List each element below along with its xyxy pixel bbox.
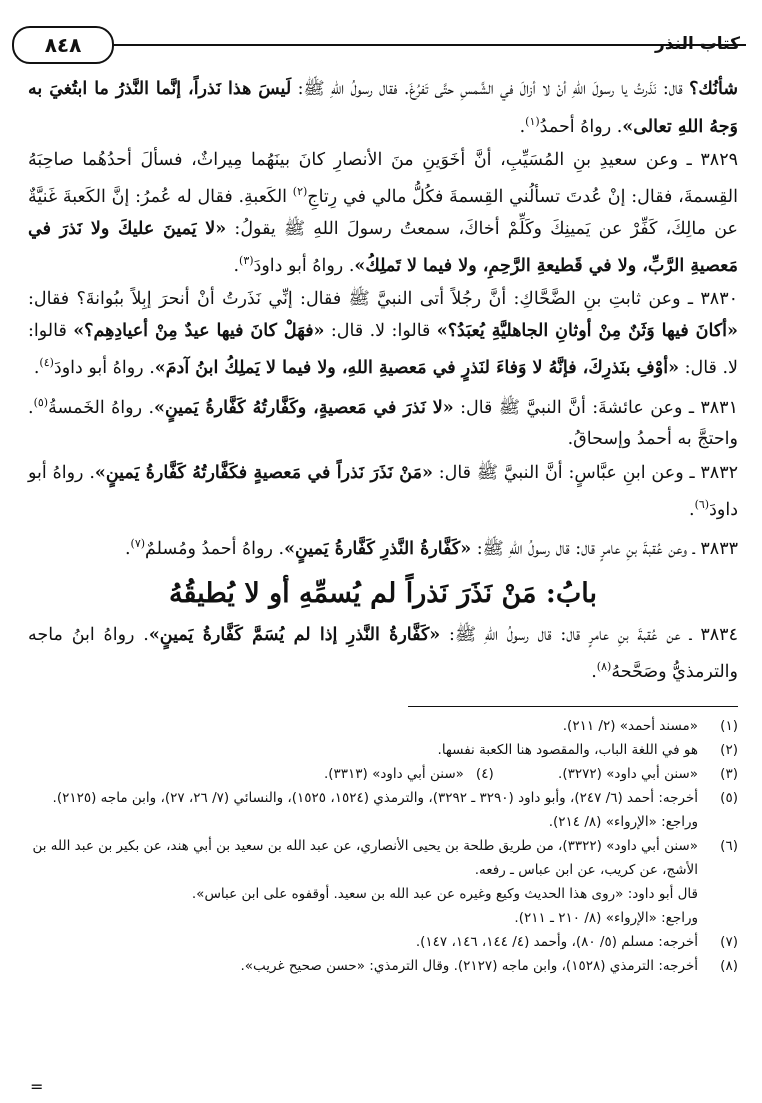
- footnote-ref: (٤): [39, 356, 54, 370]
- footnote: [28, 738, 738, 762]
- text-run: قالوا: لا. قال:: [324, 320, 437, 341]
- text-run: .: [233, 255, 240, 276]
- text-run: .: [591, 662, 597, 683]
- footnote-text: أخرجه: الترمذي (١٥٢٨)، وابن ماجه (٢١٢٧). وقال الترمذي: «حسن صحيح غريب».: [240, 958, 698, 974]
- footnote-number: (٤): [475, 766, 494, 782]
- footnote-number: (٨): [720, 958, 738, 974]
- text-run: . رواهُ ابنُ ماجه والترمذيُّ وصَحَّحهُ: [28, 624, 738, 683]
- footnote: [28, 954, 738, 978]
- header-rule: [108, 44, 746, 46]
- footnote-ref: (١): [525, 114, 540, 128]
- hadith-quote: شأنُك؟: [689, 79, 738, 99]
- footnote-number: (٢): [720, 742, 738, 758]
- footnote-ref: (٢): [292, 185, 308, 199]
- hadith-paragraph: [28, 387, 738, 456]
- footnote-text: «سنن أبي داود» (٣٣١٣).: [323, 766, 464, 782]
- footnote-number: (٥): [720, 790, 738, 806]
- footnote-text: «مسند أحمد» (٢/ ٢١١).: [562, 718, 698, 734]
- footnote-text: وراجع: «الإرواء» (٨/ ٢١٠ ـ ٢١١).: [514, 910, 698, 926]
- hadith-paragraph: [28, 458, 738, 527]
- hadith-quote: «أوْفِ بنَذرِكَ، فإنَّهُ لا وَفاءَ لنَذرٍ في مَعصيةِ اللهِ، ولا فيما لا يَملِكُ ابنُ آدمَ»: [154, 358, 680, 379]
- hadith-quote: «فهَلْ كانَ فيها عيدٌ مِنْ أعيادِهِم؟»: [73, 320, 325, 341]
- text-run: . رواهُ أبو داودَ: [28, 462, 738, 520]
- hadith-quote: «لا يَمينَ عليكَ ولا نَذرَ في مَعصيةِ الرَّبِّ، ولا في قَطيعةِ الرَّحِمِ، ولا فيما لا تَملِكُ»: [28, 218, 738, 276]
- hadith-quote: «مَنْ نَذَرَ نَذراً في مَعصيةٍ فكَفَّارتُهُ كَفَّارةُ يَمينٍ»: [94, 462, 433, 483]
- text-run: . رواهُ أحمدُ: [539, 116, 623, 137]
- hadith-quote: «كَفَّارةُ النَّذرِ إذا لم يُسَمَّ كَفَّارةُ يَمينٍ»: [148, 624, 441, 645]
- footnote-ref: (٨): [596, 660, 612, 674]
- hadith-paragraph: [28, 145, 738, 283]
- text-run: . رواهُ الخَمسةُ: [48, 397, 155, 418]
- text-run: .: [33, 358, 40, 379]
- text-run: قالوا: لا. قال:: [28, 320, 738, 379]
- hadith-paragraph: [28, 284, 738, 384]
- text-run: ٣٨٣١ ـ وعن عائشةَ: أنَّ النبيَّ ﷺ قال:: [453, 397, 738, 418]
- text-run: .: [519, 116, 526, 137]
- text-run: . رواهُ أحمدُ ومُسلمٌ: [145, 539, 285, 560]
- footnote-text: أخرجه: أحمد (٦/ ٢٤٧)، وأبو داود (٣٢٩٠ ـ ٣٢٩٢)، والترمذي (١٥٢٤، ١٥٢٥)، والنسائي (٧/ ٢٦، ٢٧)، وابن ماجه (٢١٢٥).: [52, 790, 698, 806]
- text-run: ٣٨٣٤ ـ عن عُقبةَ بنِ عامرٍ قال: قال رسولُ اللهِ ﷺ:: [440, 624, 738, 645]
- text-run: . رواهُ أبو داودَ: [253, 255, 355, 276]
- margin-mark: =: [30, 1077, 44, 1096]
- hadith-paragraph: [28, 528, 738, 565]
- hadith-quote: «كَفَّارةُ النَّذرِ كَفَّارةُ يَمينٍ»: [284, 539, 472, 560]
- footnotes: [28, 714, 738, 978]
- footnote-number: (١): [720, 718, 738, 734]
- footnote-text: قال أبو داود: «روى هذا الحديث وكيع وغيره عن عبد الله بن سعيد. أوقفوه على ابن عباس».: [191, 886, 698, 902]
- footnote: [28, 762, 738, 786]
- footnote: [28, 714, 738, 738]
- footnote-number: (٣): [720, 766, 738, 782]
- hadith-quote: لَيسَ هذا نَذراً، إنَّما النَّذرُ ما ابتُغيَ به وَجهُ اللهِ تعالى»: [28, 79, 738, 137]
- text-run: . رواهُ أبو داودَ: [53, 358, 155, 379]
- footnote-divider: [408, 706, 738, 707]
- footnote-text: وراجع: «الإرواء» (٨/ ٢١٤).: [548, 814, 698, 830]
- text-run: قال: نَذَرتُ يا رسولَ اللهِ أنْ لا أزالَ في الشَّمسِ حتَّى تَفرُغَ. فقال رسولُ اللهِ ﷺ:: [291, 79, 690, 99]
- page-header: [16, 28, 746, 68]
- footnote: [28, 834, 738, 930]
- page-number: ٨٤٨: [12, 26, 114, 64]
- footnote-text: «سنن أبي داود» (٣٢٧٢).: [558, 766, 698, 782]
- main-text: [28, 74, 738, 689]
- footnote-text: هو في اللغة الباب، والمقصود هنا الكعبة نفسها.: [437, 742, 698, 758]
- text-run: ٣٨٢٩ ـ وعن سعيدِ بنِ المُسَيِّبِ، أنَّ أخَوَينِ منَ الأنصارِ كانَ بينَهُما مِيراثٌ، فسألَ أحدُهُما صاحِبَهُ القِسمةَ، فقال: إنْ عُدتَ تسألُني القِسمةَ فكُلُّ مالي في رِتاجِ: [28, 149, 738, 208]
- text-run: ٣٨٣٠ ـ وعن ثابتِ بنِ الضَّحَّاكِ: أنَّ رجُلاً أتى النبيَّ ﷺ فقال: إنِّي نَذَرتُ أنْ أنحرَ إبِلاً ببُوانةَ؟ فقال:: [28, 289, 738, 310]
- text-run: ٣٨٣٣ ـ وعن عُقبةَ بنِ عامرٍ قال: قال رسولُ اللهِ ﷺ:: [471, 539, 738, 560]
- text-run: .: [124, 539, 131, 560]
- footnote-number: (٧): [720, 934, 738, 950]
- footnote-text: «سنن أبي داود» (٣٣٢٢)، من طريق طلحة بن يحيى الأنصاري، عن عبد الله بن سعيد بن أبي هند، عن بكير بن عبد الله بن الأشج، عن كريب، عن ابن عباس ـ رفعه.: [32, 838, 698, 878]
- footnote-ref: (٧): [130, 537, 146, 551]
- footnote: [28, 786, 738, 834]
- hadith-paragraph: [28, 620, 738, 689]
- text-run: الكَعبةِ. فقال له عُمرُ: إنَّ الكَعبةَ غَنيَّةٌ عن مالِكَ، كَفِّرْ عن يَمينِكَ وكَلِّمْ أخاكَ، سمعتُ رسولَ اللهِ ﷺ يقولُ:: [28, 187, 738, 239]
- footnote-ref: (٣): [239, 254, 254, 268]
- footnote: [28, 930, 738, 954]
- footnote-ref: (٦): [694, 498, 710, 512]
- hadith-quote: «لا نَذرَ في مَعصيةٍ، وكَفَّارتُهُ كَفَّارةُ يَمينٍ»: [154, 397, 454, 418]
- hadith-quote: «أكانَ فيها وَثَنٌ مِنْ أوثانِ الجاهليَّةِ يُعبَدُ؟»: [436, 320, 738, 341]
- running-title: كتاب النذر: [655, 34, 740, 54]
- chapter-title: بابُ: مَنْ نَذَرَ نَذراً لم يُسمِّهِ أو لا يُطيقُهُ: [168, 577, 598, 609]
- footnote-ref: (٥): [33, 395, 49, 409]
- footnote-text: أخرجه: مسلم (٥/ ٨٠)، وأحمد (٤/ ١٤٤، ١٤٦، ١٤٧).: [415, 934, 698, 950]
- text-run: ٣٨٣٢ ـ وعن ابنِ عبَّاسٍ: أنَّ النبيَّ ﷺ قال:: [432, 462, 738, 483]
- hadith-paragraph: [28, 74, 738, 143]
- text-run: .: [689, 499, 695, 520]
- footnote-number: (٦): [720, 838, 738, 854]
- text-run: . واحتجَّ به أحمدُ وإسحاقُ.: [28, 397, 738, 450]
